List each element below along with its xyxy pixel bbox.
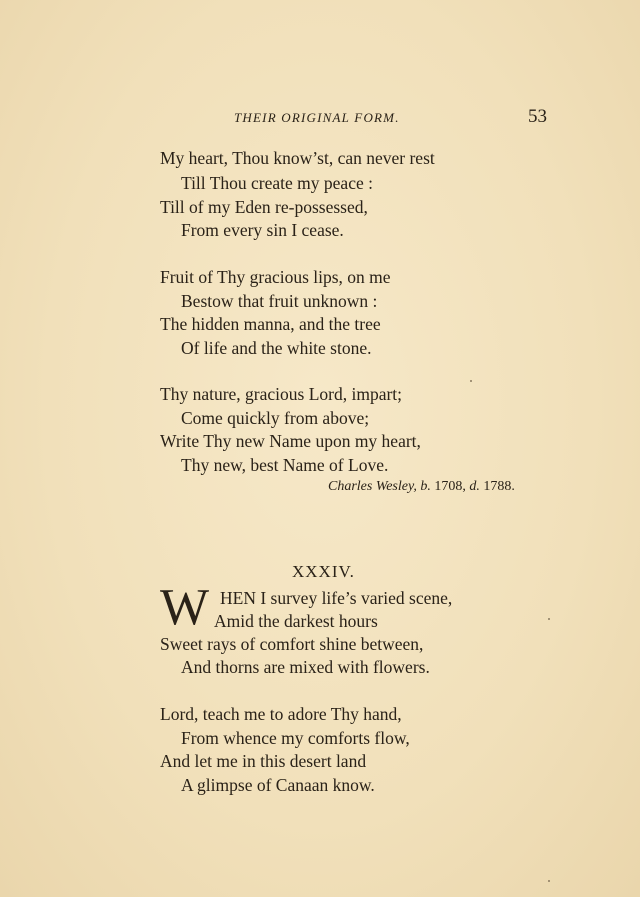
paper-speck xyxy=(548,618,550,620)
verse-line: Write Thy new Name upon my heart, xyxy=(160,431,421,451)
verse-line: Amid the darkest hours xyxy=(214,611,378,631)
verse-line: Lord, teach me to adore Thy hand, xyxy=(160,704,402,724)
attribution-born-label: b. xyxy=(420,479,431,494)
attribution-born-year: 1708, xyxy=(434,479,466,494)
verse-line: Fruit of Thy gracious lips, on me xyxy=(160,267,391,287)
attribution-died-year: 1788. xyxy=(483,479,515,494)
verse-line: Come quickly from above; xyxy=(181,408,370,428)
verse-line: A glimpse of Canaan know. xyxy=(181,775,375,795)
page-number: 53 xyxy=(528,106,547,127)
running-head: THEIR ORIGINAL FORM. xyxy=(234,110,400,125)
verse-line: From whence my comforts flow, xyxy=(181,728,410,748)
verse-line: Till Thou create my peace : xyxy=(181,173,373,193)
verse-line: And let me in this desert land xyxy=(160,751,367,771)
paper-speck xyxy=(548,880,550,882)
verse-line: HEN I survey life’s varied scene, xyxy=(220,588,453,608)
verse-line: My heart, Thou know’st, can never rest xyxy=(160,148,435,168)
verse-line: And thorns are mixed with flowers. xyxy=(181,657,430,677)
verse-line: Sweet rays of comfort shine between, xyxy=(160,634,424,654)
verse-line: Of life and the white stone. xyxy=(181,338,372,358)
attribution-died-label: d. xyxy=(469,479,480,494)
attribution-author: Charles Wesley, xyxy=(328,479,417,494)
verse-line: Thy new, best Name of Love. xyxy=(181,455,389,475)
verse-line: Till of my Eden re-possessed, xyxy=(160,197,368,217)
hymn-number: XXXIV. xyxy=(292,562,355,581)
drop-cap: W xyxy=(160,579,210,636)
verse-line: The hidden manna, and the tree xyxy=(160,314,381,334)
verse-line: From every sin I cease. xyxy=(181,220,344,240)
verse-line: Thy nature, gracious Lord, impart; xyxy=(160,384,403,404)
attribution xyxy=(328,479,515,495)
verse-line: Bestow that fruit unknown : xyxy=(181,291,378,311)
paper-speck xyxy=(470,380,472,382)
